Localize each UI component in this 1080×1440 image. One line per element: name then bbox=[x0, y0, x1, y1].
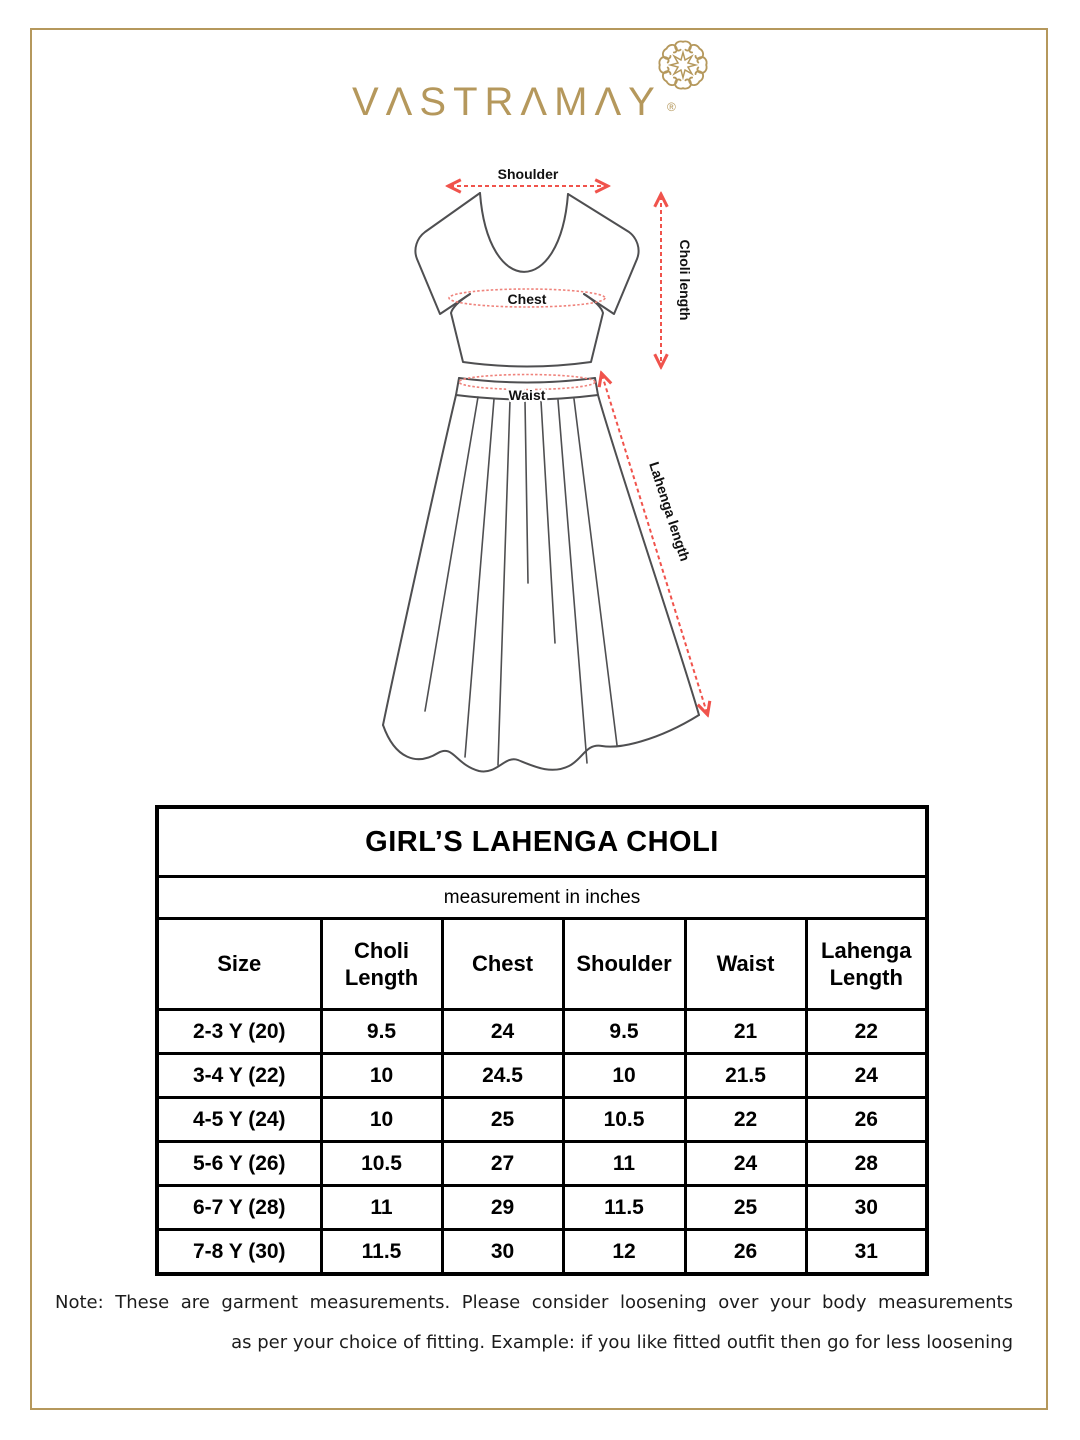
waist-label: Waist bbox=[508, 387, 546, 403]
table-subtitle: measurement in inches bbox=[157, 877, 927, 919]
value-cell: 10.5 bbox=[563, 1098, 685, 1142]
size-cell: 2-3 Y (20) bbox=[157, 1010, 321, 1054]
value-cell: 11 bbox=[321, 1186, 442, 1230]
value-cell: 22 bbox=[685, 1098, 806, 1142]
table-row bbox=[157, 1142, 927, 1186]
note-line-1: Note: These are garment measurements. Please consider loosening over your body measurements bbox=[55, 1292, 1013, 1313]
value-cell: 12 bbox=[563, 1230, 685, 1275]
note-line-2: as per your choice of fitting. Example: if you like fitted outfit then go for less loosening bbox=[231, 1332, 1013, 1353]
vastramay-ornament-icon bbox=[652, 34, 714, 96]
size-cell: 3-4 Y (22) bbox=[157, 1054, 321, 1098]
shoulder-label: Shoulder bbox=[497, 166, 559, 182]
table-row bbox=[157, 1010, 927, 1054]
measurement-note bbox=[55, 1292, 1013, 1353]
value-cell: 11.5 bbox=[563, 1186, 685, 1230]
value-cell: 21 bbox=[685, 1010, 806, 1054]
column-header-size: Size bbox=[157, 919, 321, 1010]
value-cell: 22 bbox=[806, 1010, 927, 1054]
choli-length-label: Choli length bbox=[677, 239, 693, 321]
table-subtitle-row bbox=[157, 877, 927, 919]
size-cell: 7-8 Y (30) bbox=[157, 1230, 321, 1275]
table-header-row bbox=[157, 919, 927, 1010]
value-cell: 9.5 bbox=[563, 1010, 685, 1054]
value-cell: 9.5 bbox=[321, 1010, 442, 1054]
table-row bbox=[157, 1054, 927, 1098]
star-icon bbox=[670, 52, 695, 77]
garment-measurement-diagram bbox=[355, 163, 755, 798]
column-header-lahenga-length: Lahenga Length bbox=[806, 919, 927, 1010]
value-cell: 11 bbox=[563, 1142, 685, 1186]
value-cell: 30 bbox=[806, 1186, 927, 1230]
value-cell: 31 bbox=[806, 1230, 927, 1275]
brand-logo-text: VΛSTRΛMΛY bbox=[352, 80, 662, 124]
size-chart-table bbox=[155, 805, 929, 1276]
value-cell: 27 bbox=[442, 1142, 563, 1186]
value-cell: 26 bbox=[685, 1230, 806, 1275]
value-cell: 10 bbox=[321, 1054, 442, 1098]
value-cell: 10 bbox=[321, 1098, 442, 1142]
chest-label: Chest bbox=[507, 291, 547, 307]
value-cell: 25 bbox=[685, 1186, 806, 1230]
value-cell: 11.5 bbox=[321, 1230, 442, 1275]
value-cell: 24 bbox=[806, 1054, 927, 1098]
choli-drawing bbox=[415, 193, 638, 367]
value-cell: 24.5 bbox=[442, 1054, 563, 1098]
size-cell: 4-5 Y (24) bbox=[157, 1098, 321, 1142]
value-cell: 26 bbox=[806, 1098, 927, 1142]
column-header-waist: Waist bbox=[685, 919, 806, 1010]
value-cell: 21.5 bbox=[685, 1054, 806, 1098]
size-cell: 5-6 Y (26) bbox=[157, 1142, 321, 1186]
table-title-row bbox=[157, 807, 927, 877]
column-header-shoulder: Shoulder bbox=[563, 919, 685, 1010]
table-title: GIRL’S LAHENGA CHOLI bbox=[157, 807, 927, 877]
lahenga-length-arrow bbox=[602, 375, 707, 713]
column-header-choli-length: Choli Length bbox=[321, 919, 442, 1010]
value-cell: 24 bbox=[685, 1142, 806, 1186]
value-cell: 29 bbox=[442, 1186, 563, 1230]
value-cell: 24 bbox=[442, 1010, 563, 1054]
table-row bbox=[157, 1230, 927, 1275]
table-row bbox=[157, 1098, 927, 1142]
lehenga-drawing bbox=[383, 378, 699, 772]
value-cell: 28 bbox=[806, 1142, 927, 1186]
value-cell: 10.5 bbox=[321, 1142, 442, 1186]
registered-trademark-icon: ® bbox=[667, 100, 676, 114]
lahenga-length-label: Lahenga length bbox=[646, 459, 694, 564]
value-cell: 10 bbox=[563, 1054, 685, 1098]
value-cell: 30 bbox=[442, 1230, 563, 1275]
size-cell: 6-7 Y (28) bbox=[157, 1186, 321, 1230]
column-header-chest: Chest bbox=[442, 919, 563, 1010]
value-cell: 25 bbox=[442, 1098, 563, 1142]
table-row bbox=[157, 1186, 927, 1230]
